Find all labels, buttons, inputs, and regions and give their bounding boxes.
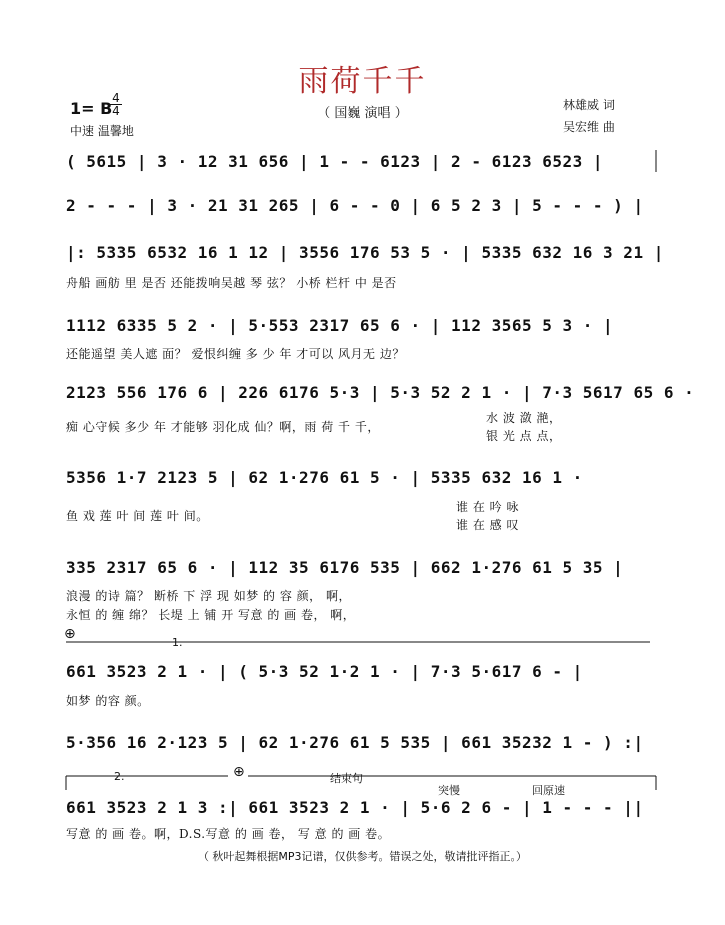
lyric-line: 还能遥望 美人遮 面？ 爱恨纠缠 多 少 年 才可以 风月无 边？ — [66, 347, 405, 361]
coda-sign: ⊕ — [64, 626, 76, 642]
notation-line: 5·356 16 2·123 5 | 62 1·276 61 5 535 | 661 35232 1 - ) :| — [66, 733, 644, 752]
time-signature-top: 4 — [112, 91, 120, 105]
lyricist-credit: 林雄威 词 — [563, 98, 615, 112]
notation-line: 661 3523 2 1 · | ( 5·3 52 1·2 1 · | 7·3 5·617 6 - | — [66, 662, 583, 681]
end-section-label: 结束句 — [330, 772, 363, 785]
notation-line: 2 - - - | 3 · 21 31 265 | 6 - - 0 | 6 5 2 3 | 5 - - - ) | — [66, 196, 644, 215]
lyric-alt-line: 银 光 点 点， — [486, 429, 562, 443]
coda-sign: ⊕ — [233, 764, 245, 780]
ending-1-mark: 1. — [172, 636, 183, 649]
lyric-line: 写意 的 画 卷。啊，D.S.写意 的 画 卷， 写 意 的 画 卷。 — [66, 827, 391, 841]
lyric-alt-line: 谁 在 感 叹 — [456, 518, 519, 532]
lyric-line: 如梦 的容 颜。 — [66, 694, 150, 708]
notation-line: 2123 556 176 6 | 226 6176 5·3 | 5·3 52 2 1 · | 7·3 5617 65 6 · — [66, 383, 695, 402]
a-tempo-label: 回原速 — [532, 784, 565, 797]
notation-line: 335 2317 65 6 · | 112 35 6176 535 | 662 1·276 61 5 35 | — [66, 558, 624, 577]
key-signature: 1= B — [70, 99, 113, 118]
song-title: 雨荷千千 — [298, 64, 427, 99]
lyric-line: 痴 心守候 多少 年 才能够 羽化成 仙？啊，雨 荷 千 千， — [66, 420, 380, 434]
sudden-slow-label: 突慢 — [438, 784, 460, 797]
notation-line: |: 5335 6532 16 1 12 | 3556 176 53 5 · | 5335 632 16 3 21 | — [66, 243, 664, 262]
composer-credit: 吴宏维 曲 — [563, 120, 615, 134]
lyric-alt-line: 谁 在 吟 咏 — [456, 500, 519, 514]
lyric-line: 舟船 画舫 里 是否 还能拨响吴越 琴 弦？ 小桥 栏杆 中 是否 — [66, 276, 397, 290]
notation-line: ( 5615 | 3 · 12 31 656 | 1 - - 6123 | 2 - 6123 6523 | — [66, 152, 604, 171]
lyric-line: 鱼 戏 莲 叶 间 莲 叶 间。 — [66, 509, 209, 523]
time-signature-bottom: 4 — [110, 104, 122, 117]
ending-2-mark: 2. — [114, 770, 125, 783]
lyric-alt-line: 水 波 潋 滟， — [486, 411, 562, 425]
notation-line: 1112 6335 5 2 · | 5·553 2317 65 6 · | 112 3565 5 3 · | — [66, 316, 614, 335]
lyric-line: 浪漫 的诗 篇？ 断桥 下 浮 现 如梦 的 容 颜， 啊， — [66, 589, 351, 603]
notation-line: 661 3523 2 1 3 :| 661 3523 2 1 · | 5·6 2 6 - | 1 - - - || — [66, 798, 644, 817]
performer-subtitle: （ 国巍 演唱 ） — [317, 106, 408, 121]
transcription-note: （ 秋叶起舞根据MP3记谱，仅供参考。错误之处，敬请批评指正。） — [197, 850, 528, 863]
lyric-line: 永恒 的 缠 绵？ 长堤 上 铺 开 写意 的 画 卷， 啊， — [66, 608, 356, 622]
notation-line: 5356 1·7 2123 5 | 62 1·276 61 5 · | 5335 632 16 1 · — [66, 468, 583, 487]
tempo-marking: 中速 温馨地 — [70, 124, 134, 138]
